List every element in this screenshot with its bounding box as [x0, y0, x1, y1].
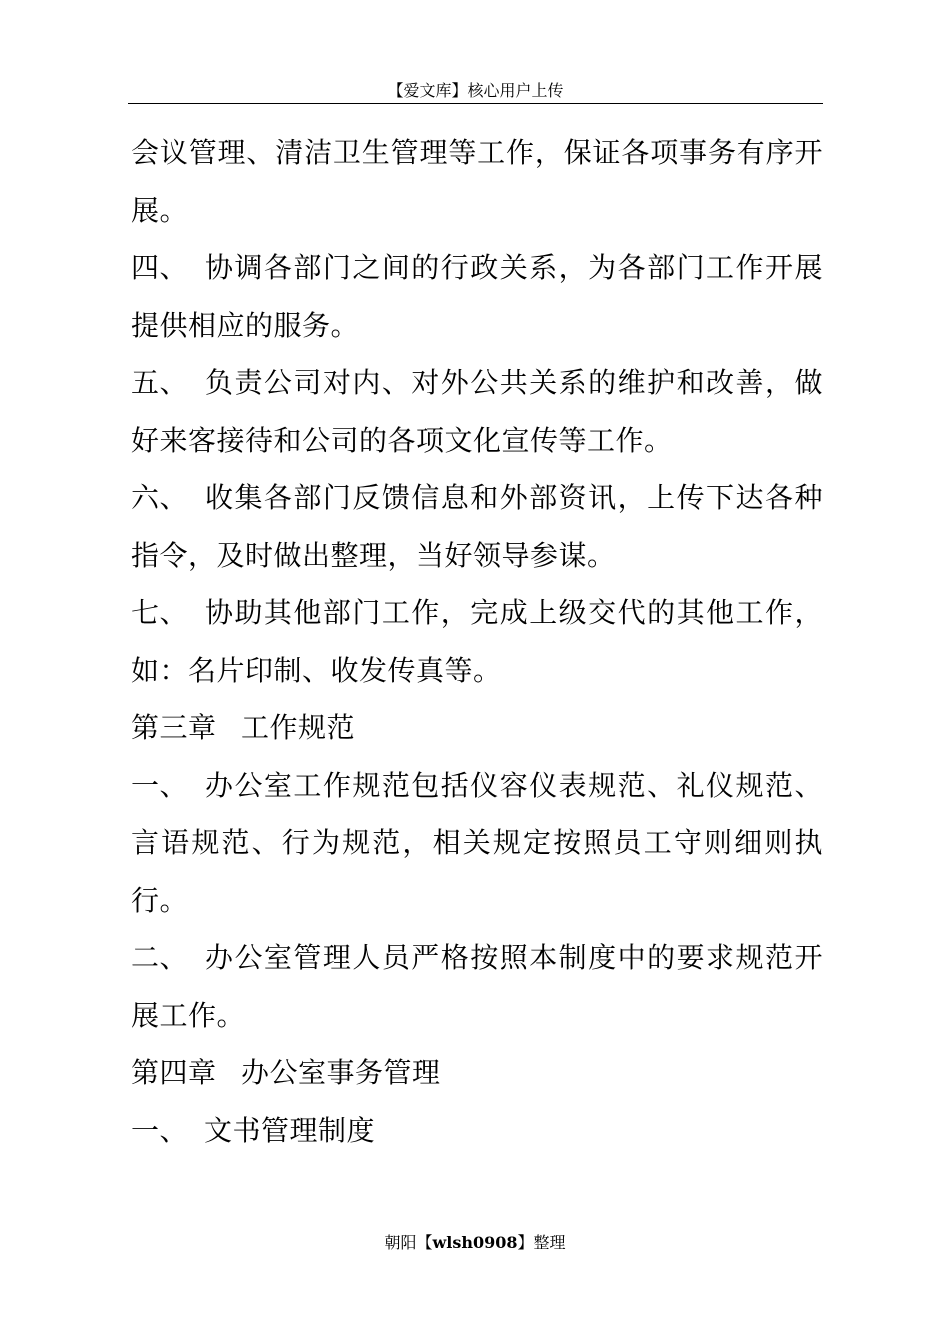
list-item	[131, 469, 823, 584]
footer-suffix: 】整理	[517, 1233, 566, 1252]
list-item	[131, 239, 823, 354]
chapter-title: 工作规范	[241, 711, 356, 744]
footer-id: wlsh0908	[432, 1233, 518, 1252]
item-text: 办公室管理人员严格按照本制度中的要求规范开展工作。	[131, 941, 823, 1032]
item-text: 收集各部门反馈信息和外部资讯，上传下达各种指令，及时做出整理，当好领导参谋。	[131, 481, 823, 572]
item-number: 一、	[131, 1113, 189, 1147]
item-number: 一、	[131, 768, 189, 802]
header-text: 【爱文库】核心用户上传	[387, 81, 564, 100]
item-number: 七、	[131, 596, 189, 629]
list-item	[131, 929, 823, 1044]
item-number: 六、	[131, 481, 189, 514]
list-item	[131, 1102, 823, 1160]
item-number: 四、	[131, 251, 189, 284]
paragraph	[131, 124, 823, 239]
item-text: 协助其他部门工作，完成上级交代的其他工作，如：名片印制、收发传真等。	[131, 596, 823, 687]
item-text: 负责公司对内、对外公共关系的维护和改善，做好来客接待和公司的各项文化宣传等工作。	[131, 366, 823, 457]
footer-prefix: 朝阳【	[384, 1233, 433, 1252]
item-number: 二、	[131, 941, 189, 974]
chapter-heading	[131, 1044, 823, 1102]
item-number: 五、	[131, 366, 189, 399]
page-header	[128, 79, 823, 104]
paragraph-text: 会议管理、清洁卫生管理等工作，保证各项事务有序开展。	[131, 136, 823, 227]
chapter-heading	[131, 699, 823, 757]
document-body	[131, 124, 823, 1159]
chapter-title: 办公室事务管理	[241, 1056, 441, 1089]
item-text: 文书管理制度	[204, 1113, 376, 1147]
item-text: 办公室工作规范包括仪容仪表规范、礼仪规范、言语规范、行为规范，相关规定按照员工守则细则执行。	[131, 768, 823, 917]
page-footer	[0, 1232, 950, 1254]
list-item	[131, 584, 823, 699]
list-item	[131, 757, 823, 930]
list-item	[131, 354, 823, 469]
chapter-number: 第三章	[131, 711, 217, 744]
item-text: 协调各部门之间的行政关系，为各部门工作开展提供相应的服务。	[131, 251, 823, 342]
chapter-number: 第四章	[131, 1056, 217, 1089]
